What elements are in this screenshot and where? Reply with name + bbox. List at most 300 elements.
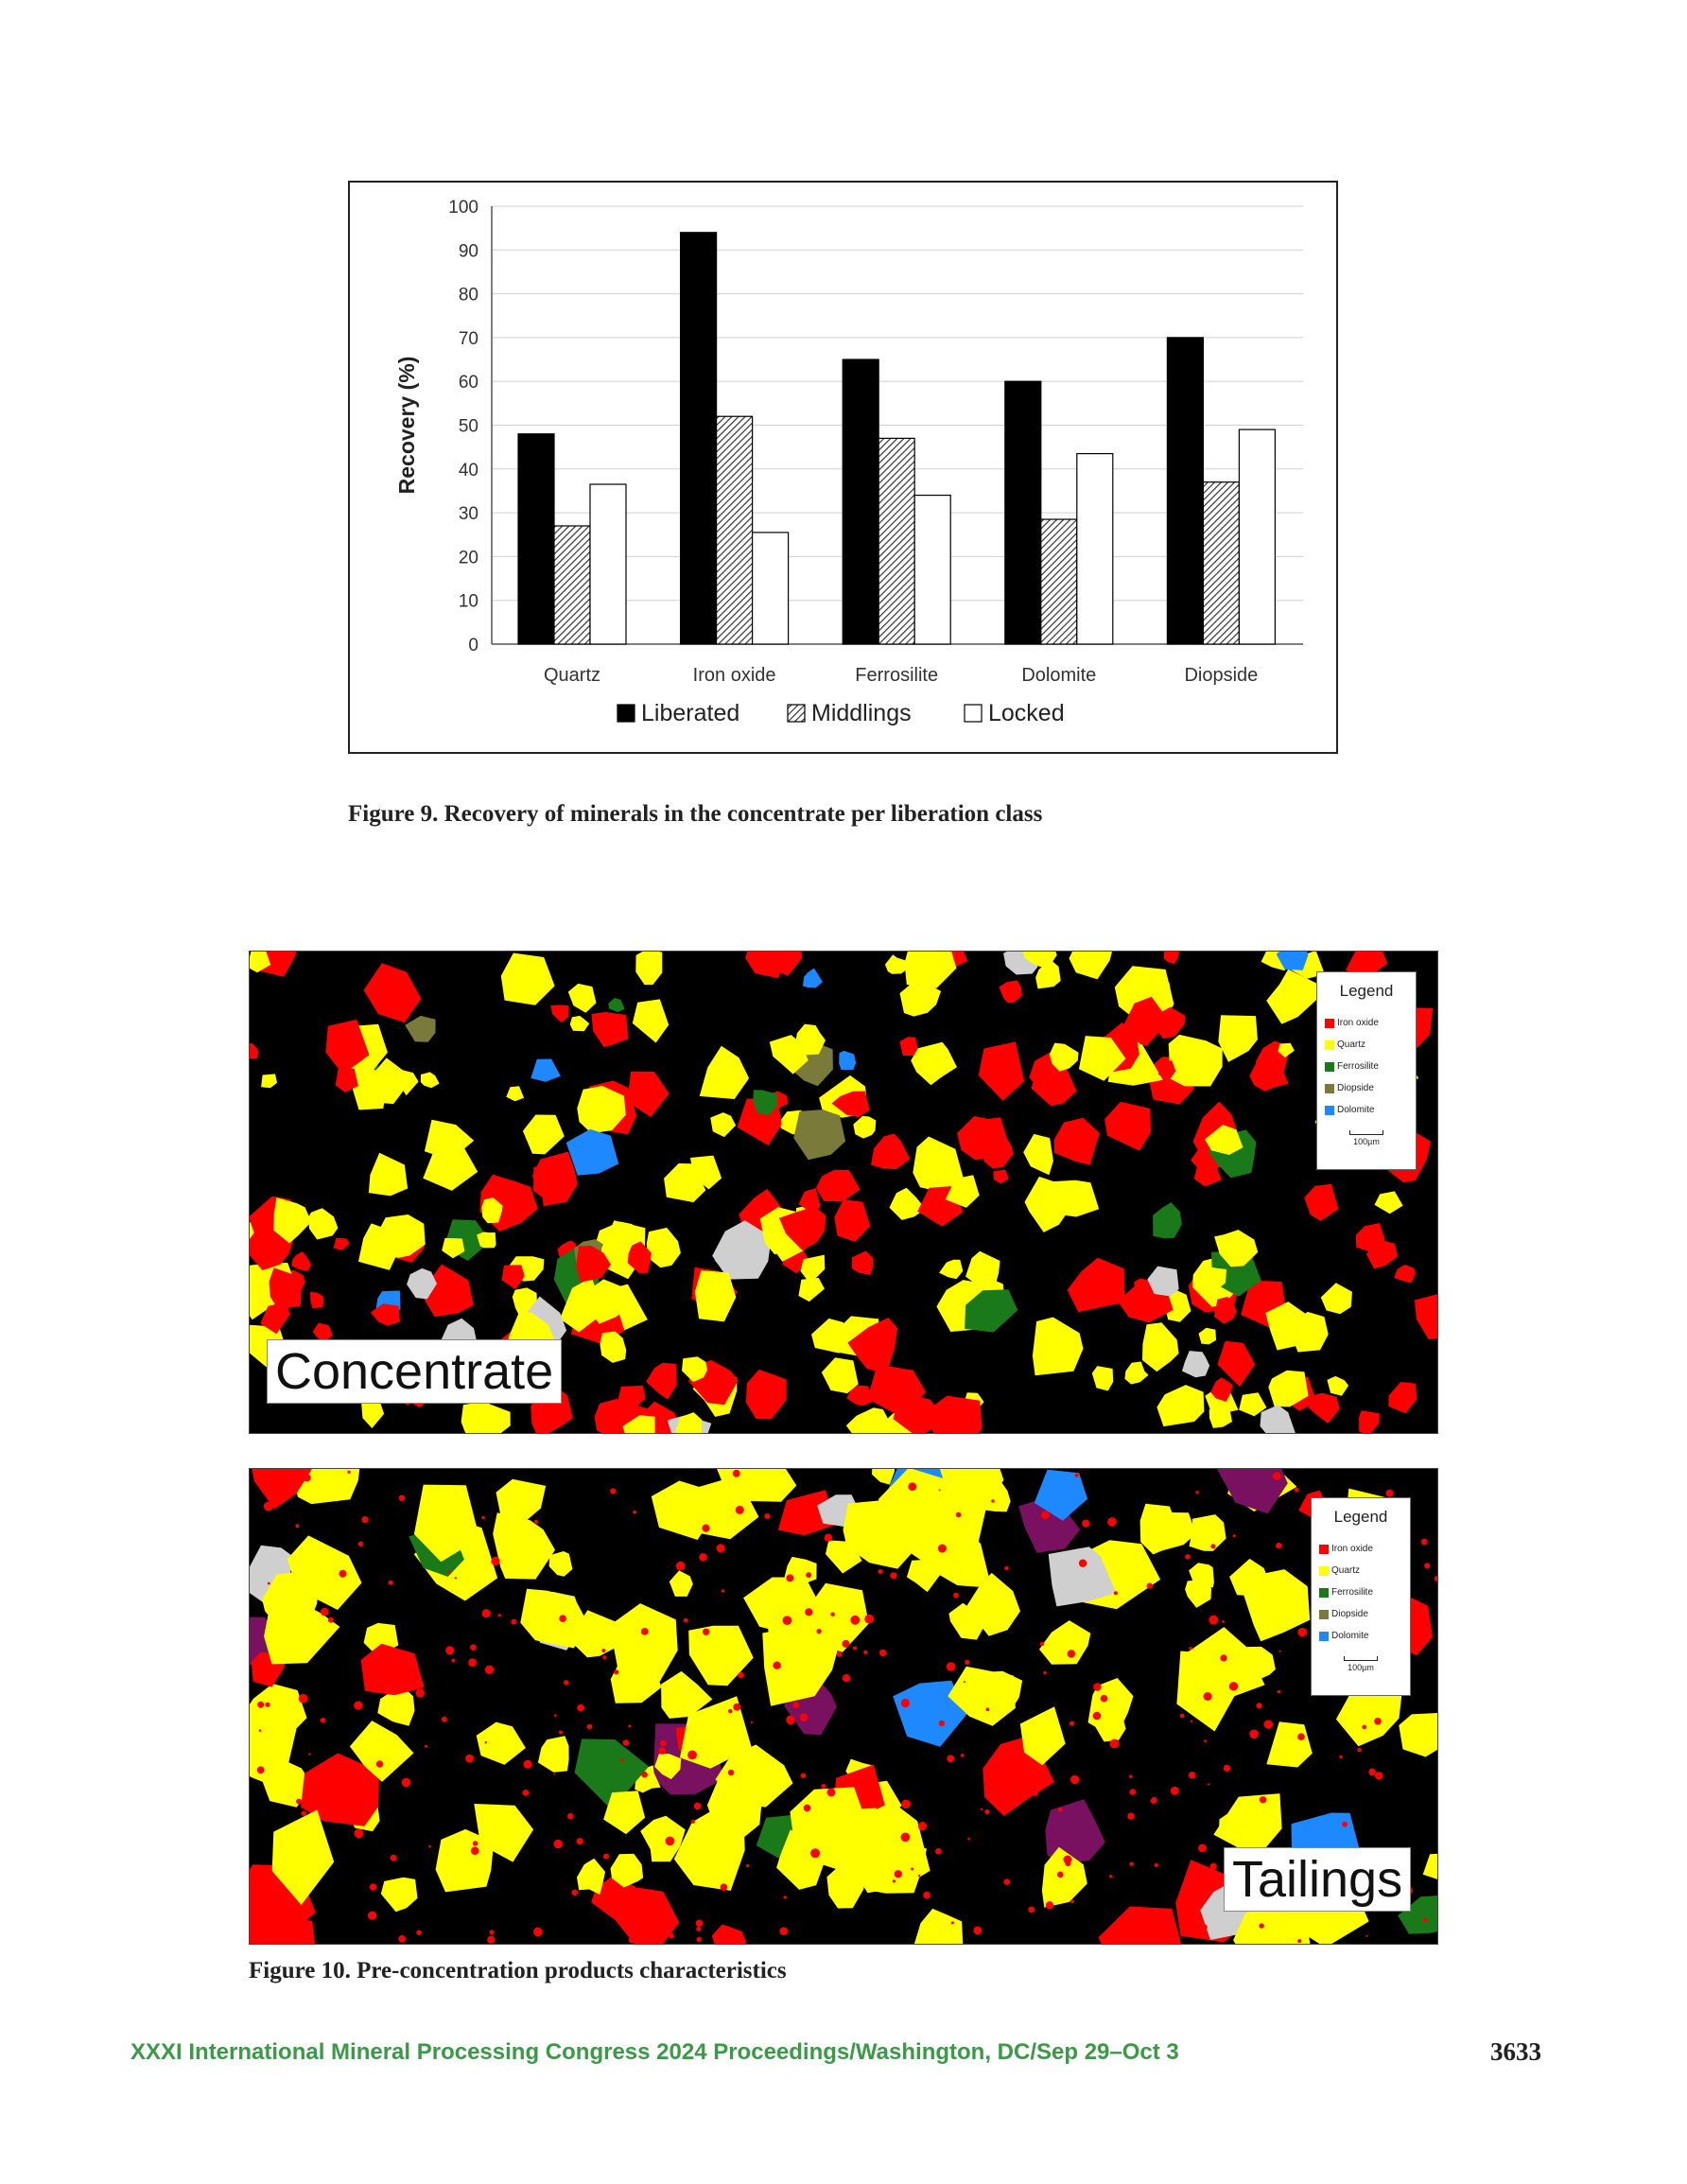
- mineral-inclusion: [650, 1895, 652, 1897]
- mineral-inclusion: [939, 1489, 941, 1491]
- mineral-inclusion: [817, 1629, 822, 1634]
- mineral-inclusion: [1110, 1739, 1120, 1749]
- x-tick-label: Iron oxide: [692, 665, 776, 686]
- concentrate-mineral-map: [249, 951, 1438, 1434]
- mineral-inclusion: [347, 1471, 350, 1474]
- mineral-particle: [381, 1878, 418, 1913]
- mineral-inclusion: [783, 1616, 792, 1625]
- mineral-inclusion: [465, 1755, 474, 1763]
- mineral-inclusion: [512, 1619, 517, 1625]
- y-tick-label: 20: [458, 548, 478, 568]
- mineral-inclusion: [805, 1608, 812, 1616]
- mineral-inclusion: [668, 1918, 671, 1922]
- legend-title: Legend: [1333, 1508, 1388, 1526]
- mineral-inclusion: [696, 1927, 701, 1931]
- mineral-inclusion: [1093, 1683, 1102, 1691]
- mineral-inclusion: [602, 1655, 606, 1659]
- mineral-inclusion: [398, 1935, 406, 1943]
- mineral-particle: [635, 952, 662, 985]
- mineral-particle: [1359, 1410, 1380, 1434]
- mineral-inclusion: [806, 1572, 811, 1578]
- mineral-inclusion: [1297, 1939, 1301, 1943]
- mineral-inclusion: [1279, 1651, 1281, 1652]
- mineral-inclusion: [1224, 1765, 1230, 1772]
- mineral-inclusion: [1109, 1875, 1112, 1878]
- mineral-inclusion: [455, 1577, 457, 1579]
- mineral-inclusion: [947, 1662, 956, 1671]
- mineral-inclusion: [746, 1864, 749, 1867]
- legend-item: [1319, 1560, 1402, 1581]
- mineral-inclusion: [1043, 1671, 1046, 1674]
- mineral-particle: [913, 1909, 963, 1945]
- mineral-inclusion: [773, 1662, 780, 1669]
- legend-label: Ferrosilite: [1331, 1587, 1373, 1598]
- mineral-inclusion: [326, 1808, 329, 1810]
- mineral-particle: [1104, 1102, 1151, 1151]
- mineral-inclusion: [362, 1516, 369, 1523]
- mineral-inclusion: [257, 1766, 265, 1773]
- mineral-inclusion: [328, 1617, 334, 1623]
- mineral-particle: [793, 1109, 845, 1160]
- mineral-particle: [1054, 1118, 1100, 1165]
- mineral-inclusion: [728, 1770, 734, 1775]
- mineral-inclusion: [572, 1890, 579, 1896]
- mineral-inclusion: [355, 1828, 364, 1838]
- mineral-inclusion: [965, 1660, 969, 1665]
- mineral-particle: [1199, 1328, 1217, 1345]
- mineral-inclusion: [717, 1544, 725, 1552]
- mineral-inclusion: [863, 1651, 867, 1654]
- mineral-inclusion: [1357, 1748, 1362, 1753]
- mineral-inclusion: [1204, 1692, 1212, 1701]
- mineral-inclusion: [918, 1822, 927, 1830]
- mineral-inclusion: [1075, 1474, 1079, 1477]
- mineral-inclusion: [784, 1896, 788, 1899]
- mineral-inclusion: [302, 1810, 307, 1816]
- mineral-inclusion: [947, 1755, 954, 1762]
- mineral-particle: [899, 1037, 917, 1056]
- mineral-particle: [834, 1199, 870, 1242]
- mineral-inclusion: [485, 1666, 494, 1674]
- mineral-particle: [538, 1736, 569, 1772]
- mineral-particle: [905, 952, 957, 988]
- bar-locked-iron-oxide: [753, 533, 789, 644]
- mineral-inclusion: [641, 1628, 649, 1635]
- mineral-particle: [577, 1859, 605, 1895]
- mineral-particle: [712, 1924, 746, 1945]
- legend-swatch: [1319, 1632, 1329, 1641]
- legend-label: Diopside: [1337, 1083, 1374, 1093]
- bar-locked-dolomite: [1077, 454, 1113, 644]
- mineral-inclusion: [1070, 1899, 1074, 1903]
- mineral-particle: [308, 1208, 338, 1239]
- mineral-particle: [1068, 1258, 1125, 1312]
- legend-swatch: [1325, 1040, 1334, 1050]
- mineral-particle: [700, 1046, 749, 1099]
- mineral-particle: [477, 1722, 526, 1765]
- mineral-particle: [1124, 1362, 1148, 1385]
- mineral-inclusion: [1386, 1490, 1394, 1497]
- mineral-particle: [570, 1016, 590, 1031]
- mineral-inclusion: [1229, 1682, 1238, 1690]
- legend-item: [1325, 1012, 1408, 1034]
- mineral-inclusion: [1209, 1616, 1218, 1625]
- concentrate-legend: [1316, 971, 1417, 1170]
- mineral-inclusion: [786, 1574, 793, 1581]
- mineral-inclusion: [984, 1809, 989, 1814]
- legend-item: [1319, 1581, 1402, 1603]
- mineral-inclusion: [628, 1724, 631, 1727]
- mineral-inclusion: [691, 1820, 695, 1824]
- mineral-inclusion: [1129, 1775, 1132, 1778]
- mineral-inclusion: [482, 1609, 491, 1617]
- mineral-particle: [1000, 980, 1022, 1003]
- mineral-inclusion: [939, 1721, 945, 1726]
- mineral-inclusion: [1070, 1721, 1074, 1726]
- tailings-label: Tailings: [1224, 1847, 1411, 1912]
- mineral-inclusion: [1033, 1791, 1038, 1796]
- mineral-inclusion: [633, 1511, 636, 1514]
- mineral-inclusion: [878, 1569, 883, 1574]
- mineral-inclusion: [559, 1731, 563, 1735]
- mineral-inclusion: [658, 1747, 666, 1755]
- y-axis-label: Recovery (%): [394, 356, 419, 495]
- mineral-inclusion: [470, 1644, 477, 1651]
- mineral-inclusion: [487, 1936, 495, 1944]
- bar-locked-ferrosilite: [914, 496, 950, 644]
- mineral-particle: [361, 1644, 425, 1695]
- mineral-inclusion: [893, 1879, 896, 1882]
- mineral-particle: [1304, 1184, 1338, 1221]
- mineral-particle: [994, 1170, 1009, 1184]
- legend-label: Quartz: [1331, 1565, 1361, 1576]
- mineral-inclusion: [451, 1659, 455, 1663]
- mineral-inclusion: [676, 1562, 686, 1571]
- mineral-inclusion: [498, 1614, 501, 1616]
- mineral-particle: [1142, 1322, 1179, 1372]
- scale-bar: [1319, 1656, 1402, 1672]
- mineral-particle: [549, 1551, 573, 1577]
- mineral-particle: [1182, 1351, 1209, 1377]
- bar-liberated-diopside: [1167, 338, 1203, 644]
- mineral-inclusion: [1028, 1907, 1035, 1913]
- mineral-inclusion: [1204, 1739, 1207, 1742]
- mineral-inclusion: [559, 1615, 566, 1622]
- bar-middlings-diopside: [1203, 482, 1239, 644]
- mineral-particle: [633, 999, 669, 1042]
- mineral-particle: [1261, 1405, 1296, 1434]
- mineral-inclusion: [629, 1937, 635, 1944]
- legend-label: Diopside: [1331, 1609, 1368, 1619]
- y-tick-label: 100: [448, 198, 478, 218]
- mineral-inclusion: [694, 1803, 702, 1810]
- concentrate-label: Concentrate: [267, 1339, 562, 1404]
- mineral-inclusion: [587, 1724, 593, 1730]
- y-tick-label: 0: [468, 636, 478, 655]
- mineral-inclusion: [1375, 1772, 1383, 1779]
- mineral-inclusion: [1114, 1591, 1118, 1595]
- mineral-inclusion: [1259, 1923, 1263, 1928]
- mineral-particle: [1327, 1376, 1348, 1396]
- mineral-inclusion: [577, 1704, 584, 1712]
- mineral-particle: [592, 1012, 629, 1047]
- mineral-inclusion: [923, 1892, 930, 1899]
- mineral-particle: [1415, 1294, 1438, 1339]
- mineral-inclusion: [1202, 1924, 1208, 1930]
- mineral-inclusion: [938, 1545, 947, 1553]
- legend-item: [1319, 1625, 1402, 1647]
- mineral-inclusion: [554, 1714, 557, 1717]
- mineral-inclusion: [666, 1837, 675, 1846]
- legend-item: [1319, 1538, 1402, 1560]
- mineral-particle: [1169, 1035, 1223, 1087]
- bar-liberated-dolomite: [1005, 381, 1041, 644]
- mineral-particle: [675, 1412, 702, 1434]
- mineral-particle: [421, 1072, 440, 1088]
- page-number: 3633: [1490, 2037, 1541, 2066]
- mineral-inclusion: [1057, 1872, 1064, 1878]
- mineral-inclusion: [956, 1512, 962, 1518]
- mineral-inclusion: [481, 1516, 485, 1520]
- legend-item: [1325, 1034, 1408, 1056]
- mineral-inclusion: [935, 1848, 942, 1855]
- mineral-inclusion: [827, 1788, 836, 1796]
- legend-label: Liberated: [641, 700, 740, 726]
- mineral-inclusion: [264, 1502, 273, 1511]
- mineral-inclusion: [722, 1589, 724, 1592]
- mineral-particle: [746, 1370, 787, 1419]
- mineral-inclusion: [603, 1854, 609, 1860]
- y-tick-label: 80: [458, 285, 478, 306]
- mineral-inclusion: [425, 1745, 427, 1748]
- mineral-inclusion: [299, 1694, 308, 1704]
- mineral-inclusion: [1297, 1733, 1305, 1740]
- legend-item: [1325, 1056, 1408, 1077]
- mineral-inclusion: [890, 1572, 896, 1579]
- mineral-inclusion: [554, 1840, 563, 1848]
- mineral-inclusion: [733, 1470, 740, 1477]
- mineral-inclusion: [1185, 1554, 1191, 1560]
- mineral-inclusion: [296, 1524, 300, 1528]
- mineral-inclusion: [1093, 1712, 1102, 1721]
- mineral-inclusion: [780, 1927, 789, 1935]
- mineral-inclusion: [523, 1790, 530, 1796]
- mineral-inclusion: [736, 1506, 744, 1514]
- mineral-inclusion: [1068, 1650, 1075, 1657]
- mineral-inclusion: [296, 1799, 302, 1805]
- legend-label: Dolomite: [1337, 1105, 1375, 1115]
- mineral-inclusion: [764, 1513, 770, 1519]
- legend-label: Ferrosilite: [1337, 1061, 1379, 1072]
- mineral-inclusion: [614, 1669, 618, 1674]
- mineral-inclusion: [471, 1846, 479, 1855]
- mineral-inclusion: [699, 1553, 707, 1562]
- mineral-inclusion: [1220, 1654, 1226, 1661]
- mineral-inclusion: [1208, 1783, 1209, 1785]
- mineral-inclusion: [1040, 1642, 1044, 1646]
- legend-label: Locked: [988, 700, 1065, 726]
- mineral-inclusion: [368, 1779, 374, 1786]
- mineral-particle: [979, 1041, 1024, 1101]
- mineral-particle: [1176, 1651, 1238, 1732]
- mineral-inclusion: [1189, 1772, 1196, 1779]
- legend-swatch: [1325, 1084, 1334, 1093]
- mineral-inclusion: [257, 1702, 264, 1708]
- mineral-inclusion: [610, 1488, 616, 1494]
- mineral-inclusion: [728, 1709, 732, 1713]
- legend-label: Iron oxide: [1337, 1018, 1379, 1028]
- mineral-particle: [608, 998, 624, 1012]
- legend-swatch: [617, 705, 635, 722]
- mineral-inclusion: [641, 1772, 648, 1778]
- mineral-inclusion: [442, 1717, 447, 1722]
- mineral-inclusion: [660, 1740, 666, 1746]
- mineral-inclusion: [1249, 1730, 1259, 1739]
- mineral-inclusion: [721, 1883, 728, 1891]
- mineral-particle: [1092, 1366, 1113, 1390]
- mineral-inclusion: [268, 1582, 270, 1585]
- mineral-inclusion: [973, 1927, 982, 1935]
- mineral-inclusion: [1273, 1472, 1281, 1480]
- mineral-particle: [784, 1557, 817, 1587]
- mineral-inclusion: [1058, 1808, 1063, 1812]
- mineral-inclusion: [850, 1616, 860, 1625]
- mineral-inclusion: [1198, 1844, 1207, 1853]
- mineral-particle: [261, 1074, 277, 1088]
- mineral-inclusion: [684, 1618, 688, 1623]
- legend-swatch: [965, 705, 982, 722]
- y-tick-label: 50: [458, 416, 478, 437]
- mineral-particle: [852, 1251, 874, 1276]
- mineral-particle: [803, 969, 823, 988]
- mineral-inclusion: [901, 1800, 911, 1809]
- mineral-particle: [1321, 1283, 1352, 1314]
- mineral-inclusion: [786, 1716, 795, 1725]
- mineral-particle: [839, 1051, 856, 1070]
- legend-swatch: [1319, 1588, 1329, 1598]
- mineral-inclusion: [321, 1608, 329, 1616]
- y-tick-label: 60: [458, 373, 478, 393]
- legend-item: [1325, 1099, 1408, 1121]
- mineral-particle: [846, 1407, 894, 1434]
- legend-swatch: [1325, 1062, 1334, 1072]
- x-tick-label: Dolomite: [1021, 665, 1097, 686]
- mineral-inclusion: [895, 1870, 902, 1878]
- bar-middlings-iron-oxide: [717, 416, 753, 644]
- mineral-inclusion: [697, 1937, 702, 1942]
- mineral-particle: [501, 953, 555, 1005]
- mineral-particle: [250, 1043, 258, 1059]
- mineral-particle: [1218, 1015, 1258, 1062]
- mineral-particle: [890, 1188, 926, 1220]
- mineral-inclusion: [751, 1721, 753, 1723]
- mineral-inclusion: [801, 1773, 807, 1779]
- mineral-inclusion: [280, 1486, 287, 1493]
- bar-locked-quartz: [590, 484, 626, 644]
- bar-middlings-dolomite: [1041, 519, 1077, 644]
- mineral-particle: [405, 1016, 435, 1042]
- legend-swatch: [1325, 1019, 1334, 1028]
- mineral-inclusion: [1424, 1563, 1430, 1568]
- mineral-inclusion: [843, 1640, 850, 1648]
- mineral-inclusion: [961, 1754, 965, 1757]
- mineral-inclusion: [1046, 1901, 1053, 1909]
- mineral-inclusion: [1155, 1863, 1158, 1867]
- mineral-inclusion: [1107, 1517, 1117, 1527]
- mineral-inclusion: [399, 1495, 406, 1502]
- mineral-inclusion: [703, 1629, 709, 1635]
- figure9-chart: [348, 181, 1338, 754]
- mineral-inclusion: [702, 1525, 709, 1532]
- mineral-inclusion: [485, 1741, 487, 1743]
- mineral-inclusion: [567, 1813, 574, 1820]
- mineral-inclusion: [428, 1845, 431, 1848]
- mineral-inclusion: [370, 1883, 377, 1891]
- mineral-inclusion: [864, 1615, 874, 1624]
- mineral-inclusion: [908, 1482, 916, 1491]
- mineral-inclusion: [533, 1928, 543, 1937]
- mineral-inclusion: [1064, 1856, 1072, 1864]
- mineral-particle: [436, 1829, 495, 1893]
- mineral-inclusion: [1130, 1789, 1137, 1795]
- legend-swatch: [1325, 1106, 1334, 1115]
- mineral-inclusion: [901, 1833, 911, 1843]
- mineral-particle: [334, 1238, 350, 1250]
- mineral-inclusion: [810, 1848, 820, 1858]
- mineral-inclusion: [1421, 1539, 1428, 1546]
- mineral-inclusion: [991, 1499, 994, 1502]
- legend-item: [1325, 1077, 1408, 1099]
- mineral-inclusion: [1101, 1695, 1108, 1703]
- mineral-inclusion: [321, 1718, 326, 1723]
- mineral-inclusion: [354, 1702, 362, 1710]
- mineral-inclusion: [1260, 1796, 1266, 1803]
- mineral-particle: [1039, 1620, 1090, 1665]
- mineral-inclusion: [402, 1778, 410, 1787]
- mineral-inclusion: [376, 1760, 383, 1767]
- mineral-particle: [532, 1152, 578, 1207]
- mineral-inclusion: [577, 1838, 583, 1844]
- mineral-particle: [1399, 1713, 1438, 1757]
- mineral-inclusion: [733, 1704, 740, 1711]
- mineral-inclusion: [1189, 1647, 1191, 1650]
- mineral-particle: [745, 952, 784, 978]
- mineral-particle: [1164, 952, 1180, 964]
- mineral-particle: [310, 1292, 323, 1308]
- mineral-inclusion: [416, 1688, 426, 1698]
- y-tick-label: 70: [458, 328, 478, 349]
- mineral-particle: [502, 1265, 525, 1289]
- y-tick-label: 40: [458, 460, 478, 480]
- mineral-particle: [710, 1112, 736, 1137]
- mineral-inclusion: [308, 1753, 310, 1755]
- mineral-inclusion: [339, 1570, 347, 1578]
- legend-label: Iron oxide: [1331, 1544, 1373, 1554]
- mineral-inclusion: [1222, 1620, 1225, 1623]
- mineral-particle: [264, 1598, 339, 1665]
- mineral-inclusion: [901, 1699, 910, 1707]
- y-tick-label: 90: [458, 241, 478, 262]
- mineral-inclusion: [1070, 1775, 1079, 1784]
- mineral-inclusion: [986, 1707, 990, 1711]
- mineral-inclusion: [1041, 1511, 1050, 1519]
- bar-chart: [350, 183, 1336, 752]
- mineral-inclusion: [1362, 1725, 1366, 1730]
- mineral-particle: [798, 1278, 825, 1302]
- figure10-caption: Figure 10. Pre-concentration products characteristics: [249, 1958, 787, 1983]
- mineral-inclusion: [918, 1875, 920, 1877]
- mineral-inclusion: [1191, 1721, 1192, 1722]
